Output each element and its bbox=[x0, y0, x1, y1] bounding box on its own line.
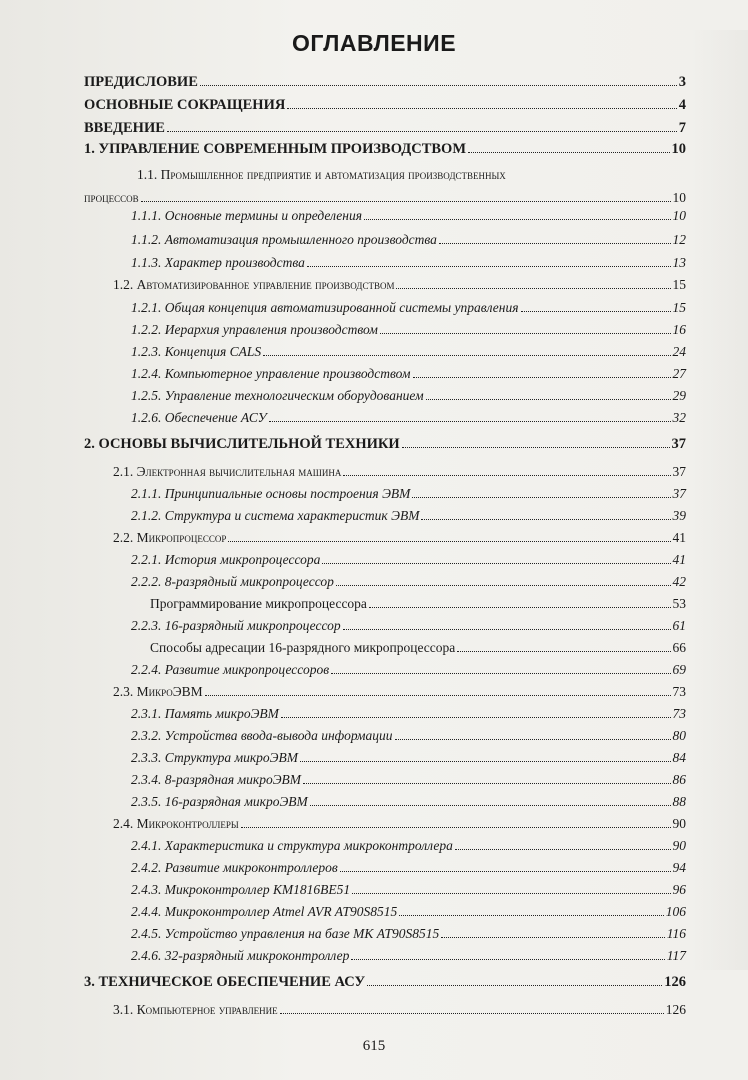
toc-entry-title: 2.4.2. Развитие микроконтроллеров bbox=[131, 860, 338, 875]
dot-leader bbox=[322, 563, 670, 564]
toc-entry-title: 1.2.3. Концепция CALS bbox=[131, 344, 262, 359]
dot-leader bbox=[441, 937, 665, 938]
toc-entry-page: 3 bbox=[678, 74, 686, 90]
dot-leader bbox=[331, 673, 670, 674]
toc-entry-title: ПРЕДИСЛОВИЕ bbox=[84, 74, 198, 90]
toc-entry-page: 90 bbox=[672, 816, 686, 831]
toc-entry[interactable] bbox=[131, 319, 686, 341]
toc-entry-title: 1. УПРАВЛЕНИЕ СОВРЕМЕННЫМ ПРОИЗВОДСТВОМ bbox=[84, 141, 466, 157]
toc-entry[interactable] bbox=[131, 615, 686, 637]
dot-leader bbox=[468, 152, 670, 153]
toc-entry[interactable] bbox=[113, 461, 686, 483]
page-title: ОГЛАВЛЕНИЕ bbox=[291, 30, 457, 56]
toc-entry-page: 61 bbox=[672, 618, 686, 633]
toc-entry-title: 2.2.3. 16-разрядный микропроцессор bbox=[131, 618, 341, 633]
toc-entry-page: 42 bbox=[672, 574, 686, 589]
dot-leader bbox=[269, 421, 671, 422]
toc-entry-title: 1.2.6. Обеспечение АСУ bbox=[131, 410, 267, 425]
dot-leader bbox=[421, 519, 670, 520]
toc-entry[interactable] bbox=[131, 205, 686, 227]
toc-entry-title: 2.3.3. Структура микроЭВМ bbox=[131, 750, 299, 765]
toc-entry-title: процессов bbox=[84, 190, 139, 205]
dot-leader bbox=[281, 717, 671, 718]
toc-entry[interactable] bbox=[150, 637, 686, 659]
toc-entry-title: 1.1.1. Основные термины и определения bbox=[131, 208, 363, 223]
toc-entry-title: 2.1. Электронная вычислительная машина bbox=[113, 464, 342, 479]
toc-entry[interactable] bbox=[131, 945, 686, 967]
page-number: 615 bbox=[362, 1038, 386, 1054]
toc-entry-title: 2.1.1. Принципиальные основы построения ЭВМ bbox=[131, 486, 411, 501]
toc-entry[interactable] bbox=[131, 791, 686, 813]
dot-leader bbox=[263, 355, 670, 356]
toc-entry[interactable] bbox=[84, 433, 686, 455]
toc-entry-title: 1.2.1. Общая концепция автоматизированной системы управления bbox=[131, 300, 519, 315]
toc-entry-page: 15 bbox=[672, 300, 686, 315]
toc-entry-title: 3. ТЕХНИЧЕСКОЕ ОБЕСПЕЧЕНИЕ АСУ bbox=[84, 974, 366, 990]
bleed-through-shadow bbox=[688, 30, 748, 970]
toc-entry[interactable] bbox=[131, 747, 686, 769]
dot-leader bbox=[280, 1013, 664, 1014]
toc-entry[interactable] bbox=[131, 659, 686, 681]
toc-entry-title: 2.3.1. Память микроЭВМ bbox=[131, 706, 279, 721]
toc-entry-title: 2.3. МикроЭВМ bbox=[113, 684, 203, 699]
dot-leader bbox=[521, 311, 671, 312]
toc-entry-page: 106 bbox=[665, 904, 686, 919]
toc-entry-title: Способы адресации 16-разрядного микропроцессора bbox=[150, 640, 456, 655]
toc-entry-page: 90 bbox=[672, 838, 686, 853]
toc-entry-page: 116 bbox=[666, 926, 686, 941]
toc-entry-title: 2.4.3. Микроконтроллер КМ1816ВЕ51 bbox=[131, 882, 351, 897]
toc-entry[interactable] bbox=[131, 901, 686, 923]
toc-entry-page: 29 bbox=[672, 388, 686, 403]
toc-entry[interactable] bbox=[131, 725, 686, 747]
toc-entry[interactable] bbox=[131, 252, 686, 274]
toc-entry[interactable] bbox=[113, 274, 686, 296]
toc-entry[interactable] bbox=[131, 879, 686, 901]
dot-leader bbox=[395, 739, 671, 740]
toc-entry-page: 84 bbox=[672, 750, 686, 765]
toc-entry-page: 73 bbox=[672, 684, 686, 699]
dot-leader bbox=[426, 399, 671, 400]
toc-entry-title: 2.2.1. История микропроцессора bbox=[131, 552, 321, 567]
toc-entry[interactable] bbox=[131, 229, 686, 251]
dot-leader bbox=[367, 985, 662, 986]
toc-entry-page: 32 bbox=[672, 410, 686, 425]
toc-entry-page: 69 bbox=[672, 662, 686, 677]
dot-leader bbox=[310, 805, 671, 806]
toc-entry[interactable] bbox=[113, 527, 686, 549]
dot-leader bbox=[340, 871, 671, 872]
toc-entry-page: 4 bbox=[678, 97, 686, 113]
toc-entry-title: 2.4.4. Микроконтроллер Atmel AVR AT90S8515 bbox=[131, 904, 398, 919]
dot-leader bbox=[399, 915, 663, 916]
toc-entry-page: 12 bbox=[672, 232, 686, 247]
toc-entry[interactable] bbox=[84, 138, 686, 160]
dot-leader bbox=[167, 131, 677, 132]
toc-entry[interactable] bbox=[131, 835, 686, 857]
dot-leader bbox=[200, 85, 677, 86]
toc-entry[interactable] bbox=[131, 341, 686, 363]
dot-leader bbox=[141, 201, 671, 202]
dot-leader bbox=[351, 959, 664, 960]
dot-leader bbox=[241, 827, 671, 828]
dot-leader bbox=[369, 607, 671, 608]
toc-entry-title: 1.2.5. Управление технологическим оборудованием bbox=[131, 388, 424, 403]
dot-leader bbox=[412, 497, 670, 498]
dot-leader bbox=[396, 288, 670, 289]
dot-leader bbox=[457, 651, 670, 652]
toc-entry[interactable] bbox=[150, 593, 686, 615]
toc-entry[interactable] bbox=[131, 571, 686, 593]
toc-entry-title: ОСНОВНЫЕ СОКРАЩЕНИЯ bbox=[84, 97, 286, 113]
toc-entry-title: 1.2.2. Иерархия управления производством bbox=[131, 322, 378, 337]
toc-entry[interactable] bbox=[131, 769, 686, 791]
toc-entry-page: 37 bbox=[672, 486, 686, 501]
toc-entry-title: 2.4.5. Устройство управления на базе МК AT90S8515 bbox=[131, 926, 440, 941]
toc-entry[interactable] bbox=[131, 363, 686, 385]
toc-entry[interactable] bbox=[131, 483, 686, 505]
toc-entry[interactable] bbox=[131, 297, 686, 319]
toc-entry[interactable] bbox=[113, 681, 686, 703]
toc-entry-page: 73 bbox=[672, 706, 686, 721]
toc-entry-page: 66 bbox=[672, 640, 686, 655]
toc-entry-title: 1.2. Автоматизированное управление производством bbox=[113, 277, 395, 292]
dot-leader bbox=[303, 783, 670, 784]
toc-entry[interactable] bbox=[131, 703, 686, 725]
toc-entry-title: 2.3.2. Устройства ввода-вывода информации bbox=[131, 728, 393, 743]
toc-entry-page: 88 bbox=[672, 794, 686, 809]
toc-entry-page: 94 bbox=[672, 860, 686, 875]
toc-entry-page: 10 bbox=[671, 141, 686, 157]
toc-entry-page: 13 bbox=[672, 255, 686, 270]
dot-leader bbox=[439, 243, 671, 244]
toc-entry[interactable] bbox=[113, 999, 686, 1021]
toc-entry-title: 2.2.4. Развитие микропроцессоров bbox=[131, 662, 330, 677]
toc-entry-title: 3.1. Компьютерное управление bbox=[113, 1002, 278, 1017]
toc-entry-page: 37 bbox=[671, 436, 686, 452]
toc-entry-title: 2.4.6. 32-разрядный микроконтроллер bbox=[131, 948, 350, 963]
toc-entry[interactable] bbox=[131, 923, 686, 945]
toc-entry[interactable] bbox=[84, 71, 686, 93]
dot-leader bbox=[228, 541, 670, 542]
toc-entry-title: 2.2. Микропроцессор bbox=[113, 530, 227, 545]
toc-entry[interactable] bbox=[113, 813, 686, 835]
toc-entry-text-line1: 1.1. Промышленное предприятие и автоматизация производственных bbox=[137, 167, 506, 182]
dot-leader bbox=[343, 475, 670, 476]
toc-entry-page: 24 bbox=[672, 344, 686, 359]
dot-leader bbox=[300, 761, 670, 762]
toc-entry-title: 2.1.2. Структура и система характеристик ЭВМ bbox=[131, 508, 420, 523]
toc-entry-title: ВВЕДЕНИЕ bbox=[84, 120, 165, 136]
toc-entry-title: 2. ОСНОВЫ ВЫЧИСЛИТЕЛЬНОЙ ТЕХНИКИ bbox=[84, 436, 400, 452]
dot-leader bbox=[352, 893, 670, 894]
toc-entry-page: 39 bbox=[672, 508, 686, 523]
toc-entry[interactable] bbox=[131, 505, 686, 527]
dot-leader bbox=[205, 695, 671, 696]
toc-entry-page: 96 bbox=[672, 882, 686, 897]
dot-leader bbox=[402, 447, 670, 448]
toc-entry-title: Программирование микропроцессора bbox=[150, 596, 367, 611]
toc-entry[interactable] bbox=[84, 94, 686, 116]
toc-entry-title: 1.1.2. Автоматизация промышленного производства bbox=[131, 232, 437, 247]
dot-leader bbox=[455, 849, 671, 850]
toc-entry-title: 1.2.4. Компьютерное управление производством bbox=[131, 366, 411, 381]
toc-entry-page: 7 bbox=[678, 120, 686, 136]
toc-entry-page: 117 bbox=[666, 948, 686, 963]
toc-entry-page: 41 bbox=[672, 530, 686, 545]
toc-entry-page: 15 bbox=[672, 277, 686, 292]
toc-entry[interactable] bbox=[84, 971, 686, 993]
toc-entry-page: 37 bbox=[672, 464, 686, 479]
dot-leader bbox=[343, 629, 671, 630]
toc-entry-page: 27 bbox=[672, 366, 686, 381]
toc-entry-page: 126 bbox=[665, 1002, 686, 1017]
toc-entry-title: 2.4. Микроконтроллеры bbox=[113, 816, 239, 831]
toc-entry[interactable] bbox=[131, 857, 686, 879]
toc-entry[interactable] bbox=[131, 549, 686, 571]
toc-entry-title: 2.3.5. 16-разрядная микроЭВМ bbox=[131, 794, 308, 809]
toc-entry-page: 80 bbox=[672, 728, 686, 743]
dot-leader bbox=[413, 377, 671, 378]
dot-leader bbox=[380, 333, 671, 334]
toc-entry-title: 2.4.1. Характеристика и структура микроконтроллера bbox=[131, 838, 453, 853]
toc-entry-page: 41 bbox=[672, 552, 686, 567]
toc-entry[interactable] bbox=[131, 407, 686, 429]
toc-entry-page: 10 bbox=[672, 208, 686, 223]
toc-entry-page: 86 bbox=[672, 772, 686, 787]
dot-leader bbox=[287, 108, 676, 109]
dot-leader bbox=[336, 585, 671, 586]
toc-entry-title: 2.2.2. 8-разрядный микропроцессор bbox=[131, 574, 334, 589]
dot-leader bbox=[307, 266, 671, 267]
toc-entry-title: 2.3.4. 8-разрядная микроЭВМ bbox=[131, 772, 302, 787]
toc-entry-page: 16 bbox=[672, 322, 686, 337]
dot-leader bbox=[364, 219, 670, 220]
toc-entry[interactable] bbox=[131, 385, 686, 407]
toc-entry-page: 10 bbox=[672, 190, 686, 205]
toc-entry[interactable] bbox=[84, 117, 686, 139]
toc-entry-page: 53 bbox=[672, 596, 686, 611]
toc-entry-title: 1.1.3. Характер производства bbox=[131, 255, 305, 270]
toc-entry-page: 126 bbox=[664, 974, 686, 990]
